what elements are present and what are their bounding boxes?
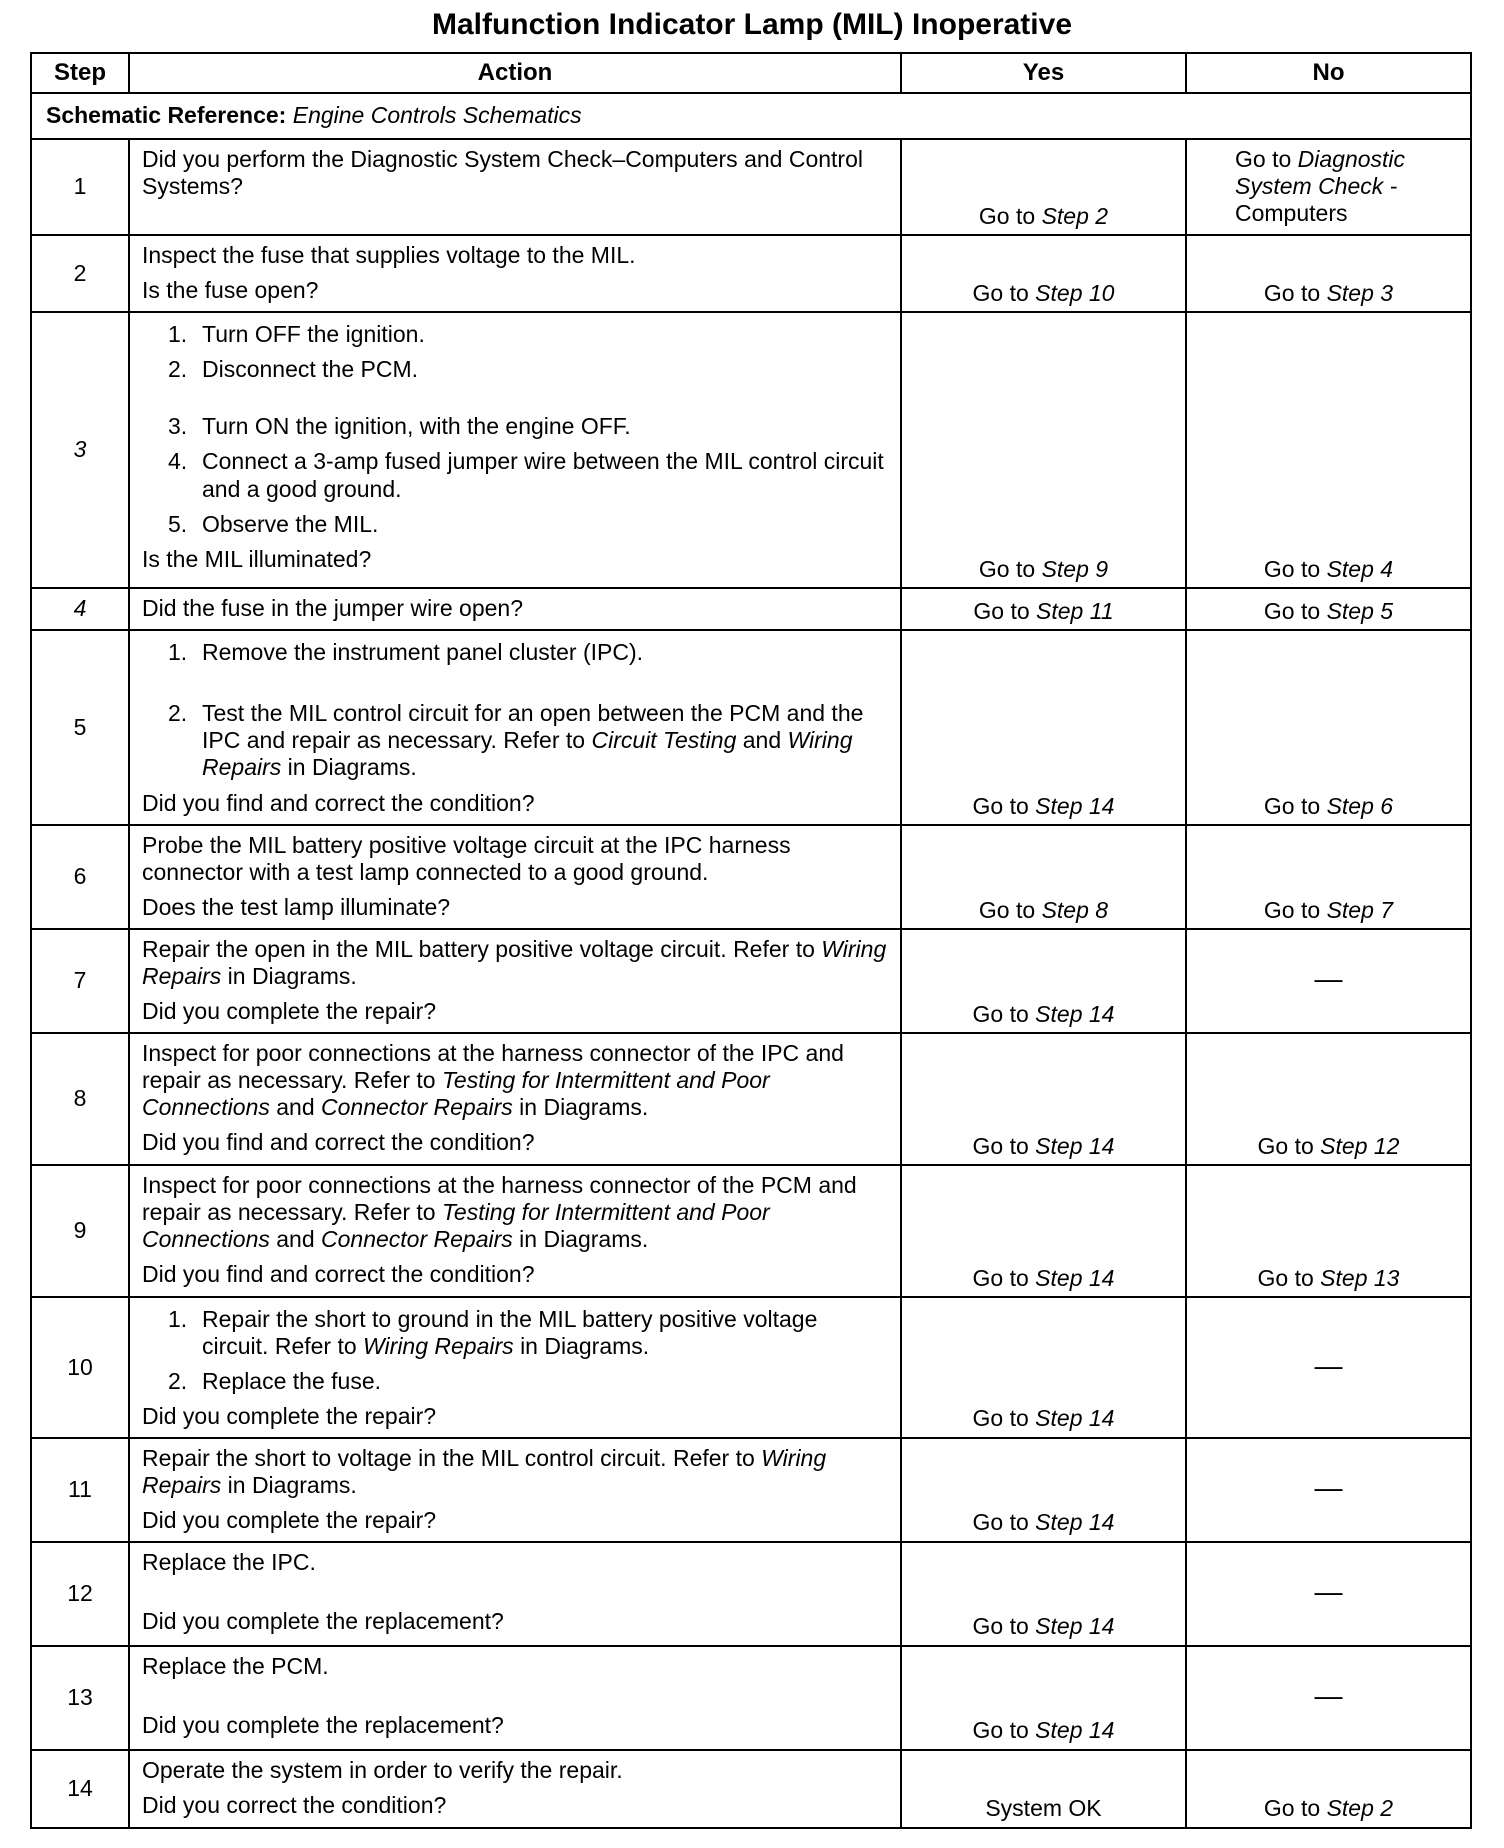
table-row [31, 630, 1471, 825]
go-to-label: Go to [978, 896, 1036, 923]
substep-text: Connect a 3-amp fused jumper wire between the MIL control circuit and a good ground. [202, 448, 884, 502]
action-part: in Diagrams. [227, 963, 357, 990]
substep: 2. Test the MIL control circuit for an open between the PCM and the IPC and repair as necessary. Refer to Circuit Testing and Wiring Repairs in Diagrams. [168, 700, 890, 781]
yes-target: Step 10 [1035, 279, 1115, 306]
action-question: Did you complete the repair? [142, 1506, 437, 1533]
substep-text: Observe the MIL. [202, 510, 379, 537]
action-part: in Diagrams. [227, 1471, 357, 1498]
action-text: Replace the IPC. [142, 1548, 316, 1575]
yes-cell [901, 1297, 1186, 1438]
go-to-label: Go to [1257, 1132, 1314, 1159]
no-cell [1186, 825, 1471, 929]
go-to-label: Go to [978, 555, 1036, 582]
step-number: 9 [31, 1165, 129, 1297]
action-cell [129, 929, 901, 1033]
yes-target: Step 8 [1041, 896, 1109, 923]
go-to-label: Go to [972, 279, 1029, 306]
go-to-label: Go to [1257, 1264, 1314, 1291]
substep-part: Repair the short to ground in the MIL battery positive voltage circuit. Refer to [202, 1306, 818, 1360]
yes-target: Step 14 [1035, 1717, 1115, 1744]
substep-part: Test the MIL control circuit for an open between the PCM and the IPC and repair as necessary. Refer to [202, 700, 864, 754]
no-target: Step 5 [1326, 597, 1394, 624]
yes-cell [901, 929, 1186, 1033]
schematic-row [31, 93, 1471, 139]
yes-cell [901, 1542, 1186, 1646]
table-row [31, 1542, 1471, 1646]
yes-target: Step 14 [1035, 1132, 1115, 1159]
yes-cell [901, 235, 1186, 312]
action-cell [129, 825, 901, 929]
action-question: Did you correct the condition? [142, 1791, 447, 1818]
action-question: Did the fuse in the jumper wire open? [142, 595, 523, 622]
action-cell [129, 139, 901, 235]
action-cell [129, 312, 901, 588]
action-part: and [276, 1094, 315, 1121]
action-question: Did you complete the replacement? [142, 1607, 504, 1634]
action-part: in Diagrams. [519, 1226, 649, 1253]
go-to-label: Go to [972, 1132, 1029, 1159]
substep: 2. Replace the fuse. [168, 1368, 382, 1395]
header-row [31, 53, 1471, 93]
yes-cell [901, 139, 1186, 235]
go-to-label: Go to [972, 1405, 1029, 1432]
step-number: 3 [31, 312, 129, 588]
action-part: in Diagrams. [519, 1094, 649, 1121]
no-dash: — [1314, 963, 1343, 995]
step-number: 7 [31, 929, 129, 1033]
action-question: Does the test lamp illuminate? [142, 894, 451, 921]
page-title: Malfunction Indicator Lamp (MIL) Inoperative [431, 8, 1073, 41]
no-cell [1186, 312, 1471, 588]
action-ref: Testing for Intermittent and Poor Connections [142, 1199, 770, 1253]
action-part: Inspect for poor connections at the harness connector of the PCM and repair as necessary. Refer to [142, 1172, 857, 1226]
no-cell [1186, 235, 1471, 312]
action-question: Did you find and correct the condition? [142, 789, 535, 816]
substep-text [202, 1306, 890, 1360]
table-row [31, 929, 1471, 1033]
action-cell [129, 235, 901, 312]
go-to-label: Go to [1263, 279, 1321, 306]
table-row [31, 1646, 1471, 1750]
yes-cell [901, 1438, 1186, 1542]
action-question: Is the MIL illuminated? [142, 545, 372, 572]
step-number: 5 [31, 630, 129, 825]
no-cell [1186, 1750, 1471, 1828]
no-cell [1186, 1438, 1471, 1542]
yes-target: Step 14 [1035, 1509, 1115, 1536]
no-cell [1186, 1646, 1471, 1750]
action-question: Did you complete the repair? [142, 1403, 437, 1430]
substep-text: Turn ON the ignition, with the engine OFF. [202, 413, 631, 440]
substep-list [142, 321, 890, 538]
action-question: Did you find and correct the condition? [142, 1129, 535, 1156]
no-target-tail: Computers [1235, 200, 1348, 227]
no-target: Step 2 [1326, 1795, 1394, 1822]
table-row [31, 312, 1471, 588]
go-to-label: Go to [972, 1509, 1029, 1536]
step-number: 4 [31, 588, 129, 630]
no-cell [1186, 630, 1471, 825]
substep-ref: Wiring Repairs [202, 727, 853, 781]
yes-cell [901, 1646, 1186, 1750]
table-row [31, 1750, 1471, 1828]
no-target: Step 12 [1320, 1132, 1400, 1159]
action-text: Operate the system in order to verify the repair. [142, 1756, 623, 1783]
no-target: Step 6 [1326, 792, 1394, 819]
table-row [31, 588, 1471, 630]
action-question: Did you complete the repair? [142, 998, 437, 1025]
yes-cell [901, 312, 1186, 588]
go-to-label: Go to [972, 1717, 1029, 1744]
yes-cell [901, 1750, 1186, 1828]
no-target: Diagnostic System Check - [1235, 146, 1406, 200]
no-cell [1186, 1542, 1471, 1646]
substep-ref: Wiring Repairs [363, 1333, 514, 1360]
action-ref: Wiring Repairs [142, 936, 887, 990]
action-question: Did you find and correct the condition? [142, 1261, 535, 1288]
yes-target: Step 11 [1036, 597, 1114, 624]
yes-target: Step 14 [1035, 1405, 1115, 1432]
yes-cell [901, 1033, 1186, 1165]
step-number: 12 [31, 1542, 129, 1646]
yes-cell [901, 1165, 1186, 1297]
substep: 5. Observe the MIL. [168, 510, 379, 537]
substep-text [202, 700, 890, 781]
substep-text: Replace the fuse. [202, 1368, 382, 1395]
substep-part: in Diagrams. [520, 1333, 650, 1360]
yes-cell [901, 630, 1186, 825]
table-row [31, 1297, 1471, 1438]
step-number: 14 [31, 1750, 129, 1828]
yes-target: Step 14 [1035, 1000, 1115, 1027]
action-text [142, 936, 890, 990]
substep: 2. Disconnect the PCM. [168, 356, 419, 383]
step-number: 11 [31, 1438, 129, 1542]
step-number: 1 [31, 139, 129, 235]
step-number: 8 [31, 1033, 129, 1165]
action-cell [129, 1297, 901, 1438]
no-target: Step 3 [1326, 279, 1394, 306]
substep-list [142, 639, 890, 782]
yes-target: Step 14 [1035, 1264, 1115, 1291]
go-to-label: Go to [1263, 555, 1321, 582]
no-cell [1186, 1165, 1471, 1297]
action-text: Probe the MIL battery positive voltage circuit at the IPC harness connector with a test lamp connected to a good ground. [142, 832, 791, 886]
schematic-reference [31, 93, 1471, 139]
action-part: Inspect for poor connections at the harness connector of the IPC and repair as necessary. Refer to [142, 1040, 844, 1094]
action-text [142, 1172, 890, 1253]
go-to-label: Go to [1263, 792, 1321, 819]
action-text: Replace the PCM. [142, 1652, 329, 1679]
substep-list [142, 1306, 890, 1395]
action-question: Did you complete the replacement? [142, 1711, 504, 1738]
no-target: Step 7 [1326, 896, 1394, 923]
yes-target: Step 14 [1035, 1613, 1115, 1640]
go-to-label: Go to [1263, 896, 1321, 923]
no-cell [1186, 139, 1471, 235]
table-row [31, 235, 1471, 312]
table-row [31, 825, 1471, 929]
header-no: No [1186, 53, 1471, 93]
step-number: 10 [31, 1297, 129, 1438]
yes-cell [901, 588, 1186, 630]
action-part: Repair the short to voltage in the MIL control circuit. Refer to [142, 1444, 755, 1471]
substep: 1. Remove the instrument panel cluster (IPC). [168, 639, 644, 665]
step-number: 6 [31, 825, 129, 929]
action-part: Repair the open in the MIL battery positive voltage circuit. Refer to [142, 936, 815, 962]
no-cell [1186, 929, 1471, 1033]
substep-ref: Circuit Testing [591, 727, 737, 754]
substep-text: Remove the instrument panel cluster (IPC). [202, 639, 644, 665]
no-target: Step 13 [1320, 1264, 1400, 1291]
go-to-label: Go to [972, 1613, 1029, 1640]
go-to-label: Go to [1263, 597, 1321, 624]
action-ref: Connector Repairs [321, 1094, 513, 1121]
action-text [142, 1445, 890, 1499]
action-cell [129, 1033, 901, 1165]
substep: 4. Connect a 3-amp fused jumper wire between the MIL control circuit and a good ground. [168, 448, 890, 502]
action-cell [129, 588, 901, 630]
go-to-label: Go to [973, 597, 1030, 624]
schematic-label: Schematic Reference: [46, 102, 287, 129]
substep: 3. Turn ON the ignition, with the engine OFF. [168, 413, 631, 440]
action-text: Inspect the fuse that supplies voltage to the MIL. [142, 242, 636, 268]
action-part: and [276, 1226, 315, 1253]
no-dash: — [1314, 1575, 1343, 1607]
header-yes: Yes [901, 53, 1186, 93]
substep-part: and [742, 727, 782, 754]
table-row [31, 1165, 1471, 1297]
yes-target: Step 2 [1041, 202, 1109, 229]
substep-text: Turn OFF the ignition. [202, 321, 425, 347]
no-cell [1186, 588, 1471, 630]
action-cell [129, 1542, 901, 1646]
no-cell [1186, 1033, 1471, 1165]
no-cell [1186, 1297, 1471, 1438]
go-to-label: Go to [972, 1000, 1029, 1027]
substep-text: Disconnect the PCM. [202, 356, 419, 383]
step-number: 2 [31, 235, 129, 312]
action-cell [129, 630, 901, 825]
no-dash: — [1314, 1679, 1343, 1711]
action-cell [129, 1165, 901, 1297]
no-target: Step 4 [1326, 555, 1394, 582]
yes-cell [901, 825, 1186, 929]
action-cell [129, 1750, 901, 1828]
action-cell [129, 1438, 901, 1542]
table-row [31, 139, 1471, 235]
yes-target: Step 14 [1035, 792, 1115, 819]
substep: 1. Turn OFF the ignition. [168, 321, 425, 347]
go-to-label: Go to [972, 792, 1029, 819]
action-ref: Wiring Repairs [142, 1444, 827, 1498]
go-to-label: Go to [978, 202, 1036, 229]
yes-target: Step 9 [1041, 555, 1109, 582]
header-step: Step [31, 53, 129, 93]
go-to-label: Go to [972, 1264, 1029, 1291]
action-text: Did you perform the Diagnostic System Check–Computers and Control Systems? [142, 146, 863, 200]
substep: 1. Repair the short to ground in the MIL battery positive voltage circuit. Refer to Wiring Repairs in Diagrams. [168, 1306, 890, 1360]
no-dash: — [1314, 1349, 1343, 1381]
action-ref: Testing for Intermittent and Poor Connections [142, 1067, 770, 1121]
step-number: 13 [31, 1646, 129, 1750]
substep-part: in Diagrams. [287, 754, 417, 781]
table-row [31, 1438, 1471, 1542]
no-dash: — [1314, 1471, 1343, 1503]
action-ref: Connector Repairs [321, 1226, 513, 1253]
header-action: Action [129, 53, 901, 93]
table-row [31, 1033, 1471, 1165]
schematic-value: Engine Controls Schematics [292, 102, 582, 129]
yes-target: System OK [985, 1795, 1102, 1822]
action-text [142, 1040, 890, 1121]
diagnostic-table [30, 52, 1472, 1829]
no-go-to: Go to [1235, 146, 1292, 172]
action-question: Is the fuse open? [142, 277, 319, 304]
go-to-label: Go to [1263, 1795, 1321, 1822]
action-cell [129, 1646, 901, 1750]
